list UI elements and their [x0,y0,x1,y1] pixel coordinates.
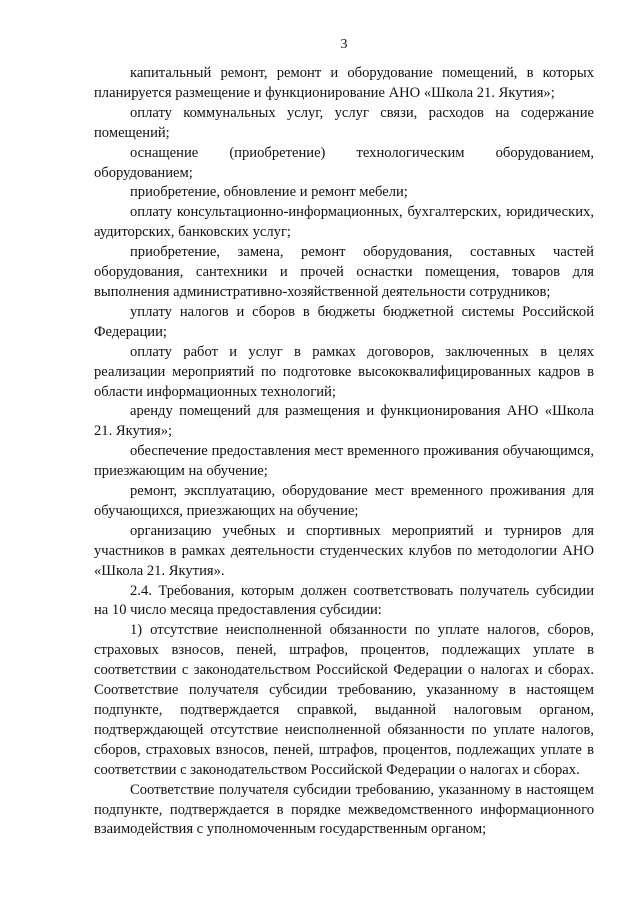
paragraph: приобретение, замена, ремонт оборудования, составных частей оборудования, сантехники и прочей оснастки помещения, товаров для выполнения административно-хозяйственной деятельности сотрудников; [94,244,594,300]
paragraph: приобретение, обновление и ремонт мебели; [130,184,408,201]
paragraph: 1) отсутствие неисполненной обязанности по уплате налогов, сборов, страховых взносов, пеней, штрафов, процентов, подлежащих уплате в соответствии с законодательством Российской Федерации о налогах и сборах. Соответствие получателя субсидии требованию, указанному в настоящем подпункте, подтверждается справкой, выданной налоговым органом, подтверждающей отсутствие неисполненной обязанности по уплате налогов, сборов, страховых взносов, пеней, штрафов, процентов, подлежащих уплате в соответствии с законодательством Российской Федерации о налогах и сборах. [94,622,594,778]
paragraph: обеспечение предоставления мест временного проживания обучающимся, приезжающим на обучение; [94,443,594,480]
paragraph: капитальный ремонт, ремонт и оборудование помещений, в которых планируется размещение и функционирование АНО «Школа 21. Якутия»; [94,65,594,101]
paragraph: уплату налогов и сборов в бюджеты бюджетной системы Российской Федерации; [94,303,594,340]
paragraph: организацию учебных и спортивных мероприятий и турниров для участников в рамках деятельности студенческих клубов по методологии АНО «Школа 21. Якутия». [94,522,594,579]
paragraph: оплату работ и услуг в рамках договоров, заключенных в целях реализации мероприятий по подготовке высококвалифицированных кадров в области информационных технологий; [94,343,594,400]
document-body [94,64,594,840]
paragraph: Соответствие получателя субсидии требованию, указанному в настоящем подпункте, подтверждается в порядке межведомственного информационного взаимодействия с уполномоченным государственным органом; [94,781,594,838]
page-number: 3 [340,37,348,52]
paragraph: аренду помещений для размещения и функционирования АНО «Школа 21. Якутия»; [94,403,594,440]
paragraph: оснащение (приобретение) технологическим оборудованием, оборудованием; [94,144,594,181]
section-heading-paragraph: 2.4. Требования, которым должен соответствовать получатель субсидии на 10 число месяца предоставления субсидии: [94,582,594,619]
paragraph: оплату коммунальных услуг, услуг связи, расходов на содержание помещений; [94,104,594,141]
paragraph: ремонт, эксплуатацию, оборудование мест временного проживания для обучающихся, приезжающих на обучение; [94,483,594,519]
paragraph: оплату консультационно-информационных, бухгалтерских, юридических, аудиторских, банковских услуг; [94,204,594,241]
